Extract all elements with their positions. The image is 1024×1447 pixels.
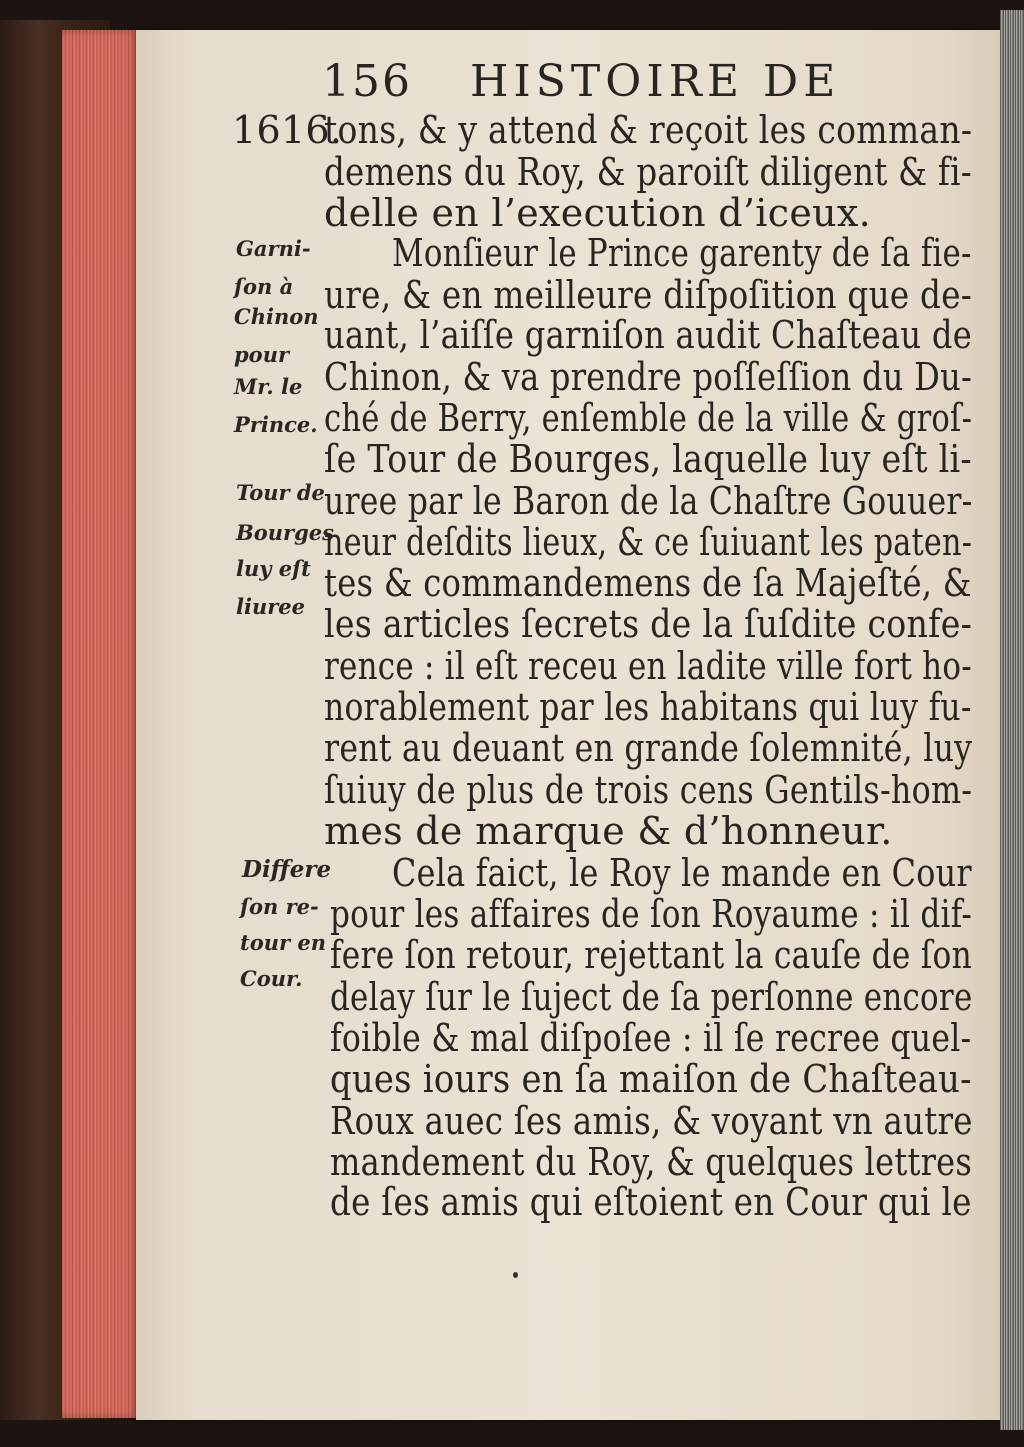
margin-note: Bourges xyxy=(236,520,334,545)
ink-speck xyxy=(513,1272,518,1278)
margin-note: Differe xyxy=(242,856,332,883)
text-line: les articles ſecrets de la ſuſdite confe- xyxy=(324,602,973,646)
text-line: foible & mal diſpoſee : il ſe recree quel- xyxy=(330,1016,972,1060)
text-line: ché de Berry, enſemble de la ville & groſ- xyxy=(324,396,973,440)
text-line: mes de marque & d’honneur. xyxy=(324,809,893,853)
margin-note: pour xyxy=(234,342,290,367)
text-line: norablement par les habitans qui luy fu- xyxy=(324,685,972,729)
text-line: ure, & en meilleure diſpoſition que de- xyxy=(324,273,973,317)
text-line: fere ſon retour, rejettant la cauſe de ſon xyxy=(330,933,972,977)
margin-note: ſon à xyxy=(234,274,294,299)
text-line: Chinon, & va prendre poſſeſſion du Du- xyxy=(324,355,973,399)
text-line: ſe Tour de Bourges, laquelle luy eſt li- xyxy=(324,437,972,481)
margin-note: Prince. xyxy=(234,412,318,437)
text-line: mandement du Roy, & quelques lettres xyxy=(330,1140,973,1184)
text-line: Roux auec ſes amis, & voyant vn autre xyxy=(330,1099,973,1143)
text-line: delay ſur le ſuject de ſa perſonne encore xyxy=(330,975,973,1019)
text-line: de ſes amis qui eſtoient en Cour qui le xyxy=(330,1180,972,1224)
margin-note: Tour de xyxy=(236,480,325,505)
text-line: demens du Roy, & paroiſt diligent & fi- xyxy=(324,150,973,194)
text-line: rent au deuant en grande ſolemnité, luy xyxy=(324,726,973,770)
margin-note: ſon re- xyxy=(240,894,319,919)
right-page-stack xyxy=(1000,10,1024,1430)
margin-note: Garni- xyxy=(236,236,311,261)
text-line: pour les affaires de ſon Royaume : il dif- xyxy=(330,892,973,936)
page-number: 156 xyxy=(322,56,412,107)
text-line: ques iours en ſa maiſon de Chaſteau- xyxy=(330,1057,972,1101)
margin-note: Chinon xyxy=(234,304,319,329)
red-page-edges xyxy=(62,30,142,1418)
margin-note: luy eſt xyxy=(236,556,311,581)
margin-note: Mr. le xyxy=(234,374,303,399)
text-line: Cela faict, le Roy le mande en Cour xyxy=(392,851,972,895)
text-line: rence : il eſt receu en ladite ville fort ho- xyxy=(324,644,972,688)
margin-note: Cour. xyxy=(240,966,303,991)
running-title: HISTOIRE DE xyxy=(470,56,841,107)
text-line: tes & commandemens de ſa Majeſté, & xyxy=(324,561,972,605)
text-line: neur deſdits lieux, & ce ſuiuant les paten- xyxy=(324,520,973,564)
margin-note: liuree xyxy=(236,594,306,619)
margin-note: tour en xyxy=(240,930,326,955)
text-line: uree par le Baron de la Chaſtre Gouuer- xyxy=(324,479,973,523)
text-line: ſuiuy de plus de trois cens Gentils-hom- xyxy=(324,768,973,812)
text-line: uant, l’aiſſe garniſon audit Chaſteau de xyxy=(324,313,972,357)
text-line: tons, & y attend & reçoit les comman- xyxy=(324,108,973,152)
year-note: 1616. xyxy=(232,108,343,152)
text-line: Monſieur le Prince garenty de ſa fie- xyxy=(392,231,972,275)
text-line: delle en l’execution d’iceux. xyxy=(324,191,871,235)
